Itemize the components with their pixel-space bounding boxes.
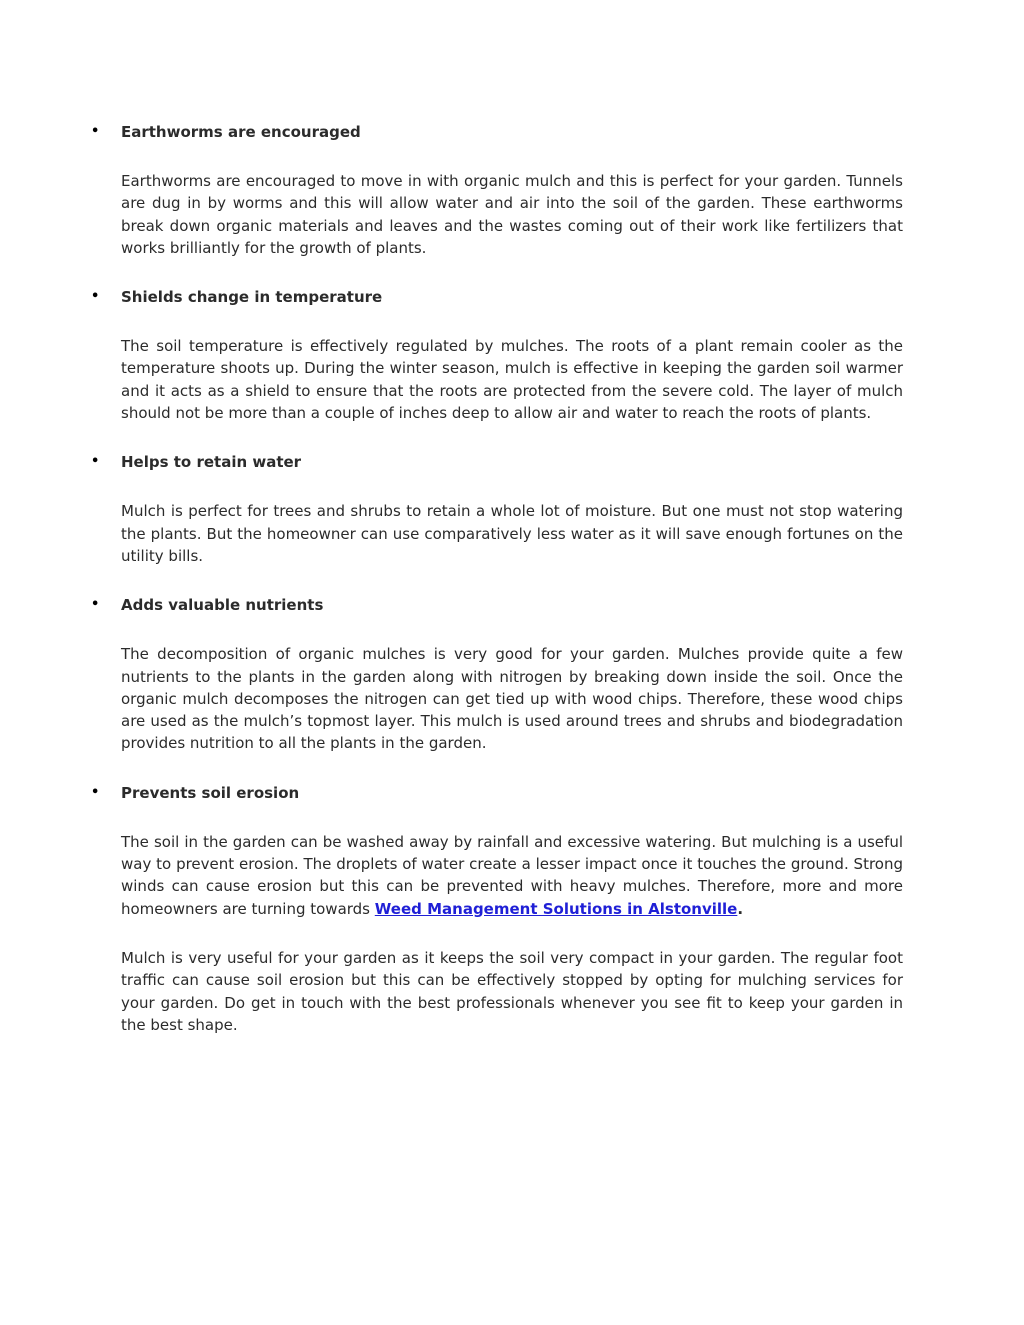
section-heading-text: Prevents soil erosion	[121, 783, 300, 802]
section-heading	[91, 121, 903, 143]
section-heading	[91, 286, 903, 308]
section-water	[91, 451, 903, 567]
section-earthworms	[91, 121, 903, 259]
bullet-icon: •	[91, 124, 100, 139]
section-heading-text: Shields change in temperature	[121, 288, 383, 307]
section-paragraph: The soil temperature is effectively regulated by mulches. The roots of a plant remain cooler as the temperature shoots up. During the winter season, mulch is effective in keeping the garden soil warmer and it acts as a shield to ensure that the roots are protected from the severe cold. The layer of mulch should not be more than a couple of inches deep to allow air and water to reach the roots of plants.	[121, 337, 903, 423]
bullet-icon: •	[91, 784, 100, 800]
bullet-icon: •	[91, 289, 100, 305]
paragraph-end: .	[737, 899, 744, 918]
bullet-icon: •	[91, 454, 100, 470]
section-paragraph: The decomposition of organic mulches is very good for your garden. Mulches provide quite a few nutrients to the plants in the garden along with nitrogen by breaking down inside the soil. Once the organic mulch decomposes the nitrogen can get tied up with wood chips. Therefore, these wood chips are used as the mulch’s topmost layer. This mulch is used around trees and shrubs and biodegradation provides nutrition to all the plants in the garden.	[121, 645, 903, 753]
section-heading	[91, 782, 903, 804]
section-heading-text: Earthworms are encouraged	[121, 123, 361, 141]
section-paragraph: Earthworms are encouraged to move in with organic mulch and this is perfect for your garden. Tunnels are dug in by worms and this will allow water and air into the soil of the garden. These earthworms break down organic materials and leaves and the wastes coming out of their work like fertilizers that works brilliantly for the growth of plants.	[121, 172, 903, 257]
section-heading	[91, 594, 903, 616]
paragraph-text: The soil in the garden can be washed away by rainfall and excessive watering. But mulching is a useful way to prevent erosion. The droplets of water create a lesser impact once it touches the ground. Strong winds can cause erosion but this can be prevented with heavy mulches. Therefore, more and more homeowners are turning towards	[121, 832, 903, 918]
section-heading-text: Helps to retain water	[121, 453, 302, 472]
section-heading	[91, 451, 903, 473]
section-paragraph	[121, 831, 903, 920]
section-temperature	[91, 286, 903, 424]
section-erosion	[91, 782, 903, 920]
document-body	[91, 121, 903, 1063]
section-nutrients	[91, 594, 903, 754]
section-paragraph: Mulch is perfect for trees and shrubs to retain a whole lot of moisture. But one must not stop watering the plants. But the homeowner can use comparatively less water as it will save enough fortunes on the utility bills.	[121, 502, 903, 565]
weed-management-link[interactable]: Weed Management Solutions in Alstonville	[374, 899, 738, 918]
closing-paragraph: Mulch is very useful for your garden as it keeps the soil very compact in your garden. The regular foot traffic can cause soil erosion but this can be effectively stopped by opting for mulching services for your garden. Do get in touch with the best professionals whenever you see fit to keep your garden in the best shape.	[121, 948, 903, 1034]
bullet-icon: •	[91, 597, 100, 613]
section-heading-text: Adds valuable nutrients	[121, 596, 324, 615]
